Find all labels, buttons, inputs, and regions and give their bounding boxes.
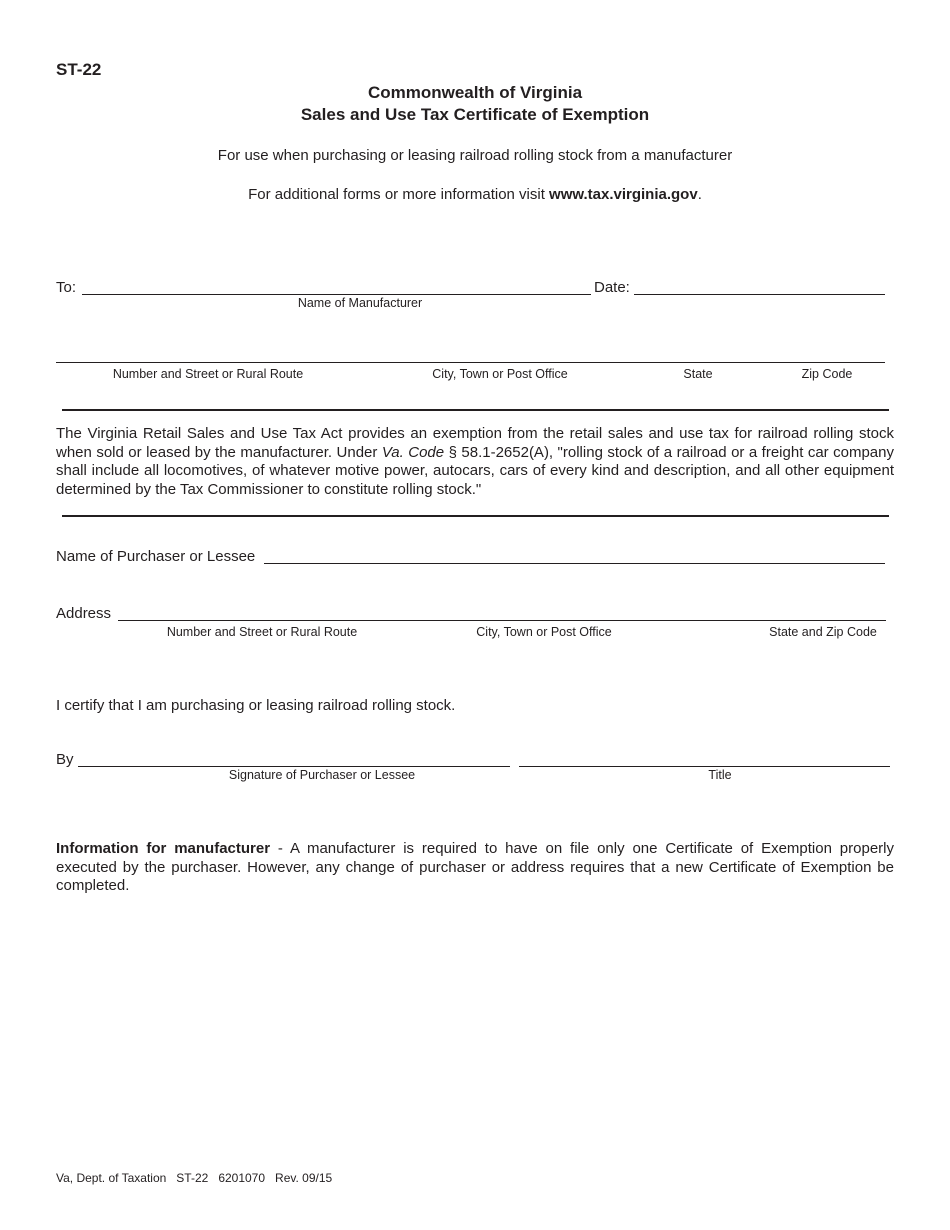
manufacturer-name-field[interactable] bbox=[82, 294, 591, 295]
by-label: By bbox=[56, 751, 74, 768]
manufacturer-info-paragraph bbox=[56, 840, 894, 896]
exemption-text-part2: § 58.1-2652(A), "rolling stock of a railroad or a freight car company shall include all locomotives, of whatever motive power, autocars, cars of every kind and description, and all other equipment determined by the Tax Commissioner to constitute rolling stock." bbox=[56, 443, 894, 498]
date-label: Date: bbox=[594, 279, 630, 296]
manufacturer-name-caption: Name of Manufacturer bbox=[297, 296, 423, 310]
certify-statement: I certify that I am purchasing or leasing railroad rolling stock. bbox=[56, 697, 456, 714]
purchaser-name-field[interactable] bbox=[264, 563, 885, 564]
manufacturer-info-heading: Information for manufacturer bbox=[56, 840, 271, 857]
mfr-zip-caption: Zip Code bbox=[801, 367, 853, 381]
va-code-text: Va. Code bbox=[381, 443, 445, 461]
purchaser-city-caption: City, Town or Post Office bbox=[476, 625, 612, 639]
divider-top bbox=[62, 409, 889, 411]
title-line-1: Commonwealth of Virginia bbox=[367, 83, 583, 102]
date-field[interactable] bbox=[634, 294, 885, 295]
purchaser-name-label: Name of Purchaser or Lessee bbox=[56, 548, 256, 565]
signature-caption: Signature of Purchaser or Lessee bbox=[228, 768, 416, 782]
info-url[interactable]: www.tax.virginia.gov bbox=[549, 186, 698, 203]
signature-field[interactable] bbox=[78, 766, 510, 767]
purchaser-street-caption: Number and Street or Rural Route bbox=[166, 625, 358, 639]
form-id: ST-22 bbox=[56, 60, 102, 79]
mfr-street-caption: Number and Street or Rural Route bbox=[112, 367, 304, 381]
mfr-city-caption: City, Town or Post Office bbox=[432, 367, 568, 381]
purchaser-address-field[interactable] bbox=[118, 620, 886, 621]
mfr-state-caption: State bbox=[683, 367, 713, 381]
footer-number: 6201070 bbox=[218, 1171, 266, 1185]
to-label: To: bbox=[56, 279, 77, 296]
footer bbox=[56, 1171, 342, 1185]
info-prefix: For additional forms or more information visit bbox=[248, 186, 550, 203]
footer-agency: Va, Dept. of Taxation bbox=[56, 1171, 167, 1185]
manufacturer-info-text: - A manufacturer is required to have on file only one Certificate of Exemption properly executed by the purchaser. However, any change of purchaser or address requires that a new Certificate of Exemption be completed. bbox=[56, 840, 894, 894]
info-suffix: . bbox=[697, 186, 702, 203]
manufacturer-address-field[interactable] bbox=[56, 362, 885, 363]
exemption-text-part1: The Virginia Retail Sales and Use Tax Act provides an exemption from the retail sales and use tax for railroad rolling stock when sold or leased by the manufacturer. Under bbox=[56, 425, 894, 461]
title-caption: Title bbox=[708, 768, 732, 782]
footer-form: ST-22 bbox=[176, 1171, 209, 1185]
footer-revision: Rev. 09/15 bbox=[275, 1171, 333, 1185]
purchaser-state-zip-caption: State and Zip Code bbox=[769, 625, 877, 639]
subtitle: For use when purchasing or leasing railroad rolling stock from a manufacturer bbox=[217, 147, 733, 164]
address-label: Address bbox=[56, 605, 112, 622]
divider-bottom bbox=[62, 515, 889, 517]
info-line bbox=[0, 186, 950, 203]
exemption-paragraph bbox=[56, 425, 894, 499]
title-line-2: Sales and Use Tax Certificate of Exemption bbox=[300, 105, 650, 124]
title-field[interactable] bbox=[519, 766, 890, 767]
